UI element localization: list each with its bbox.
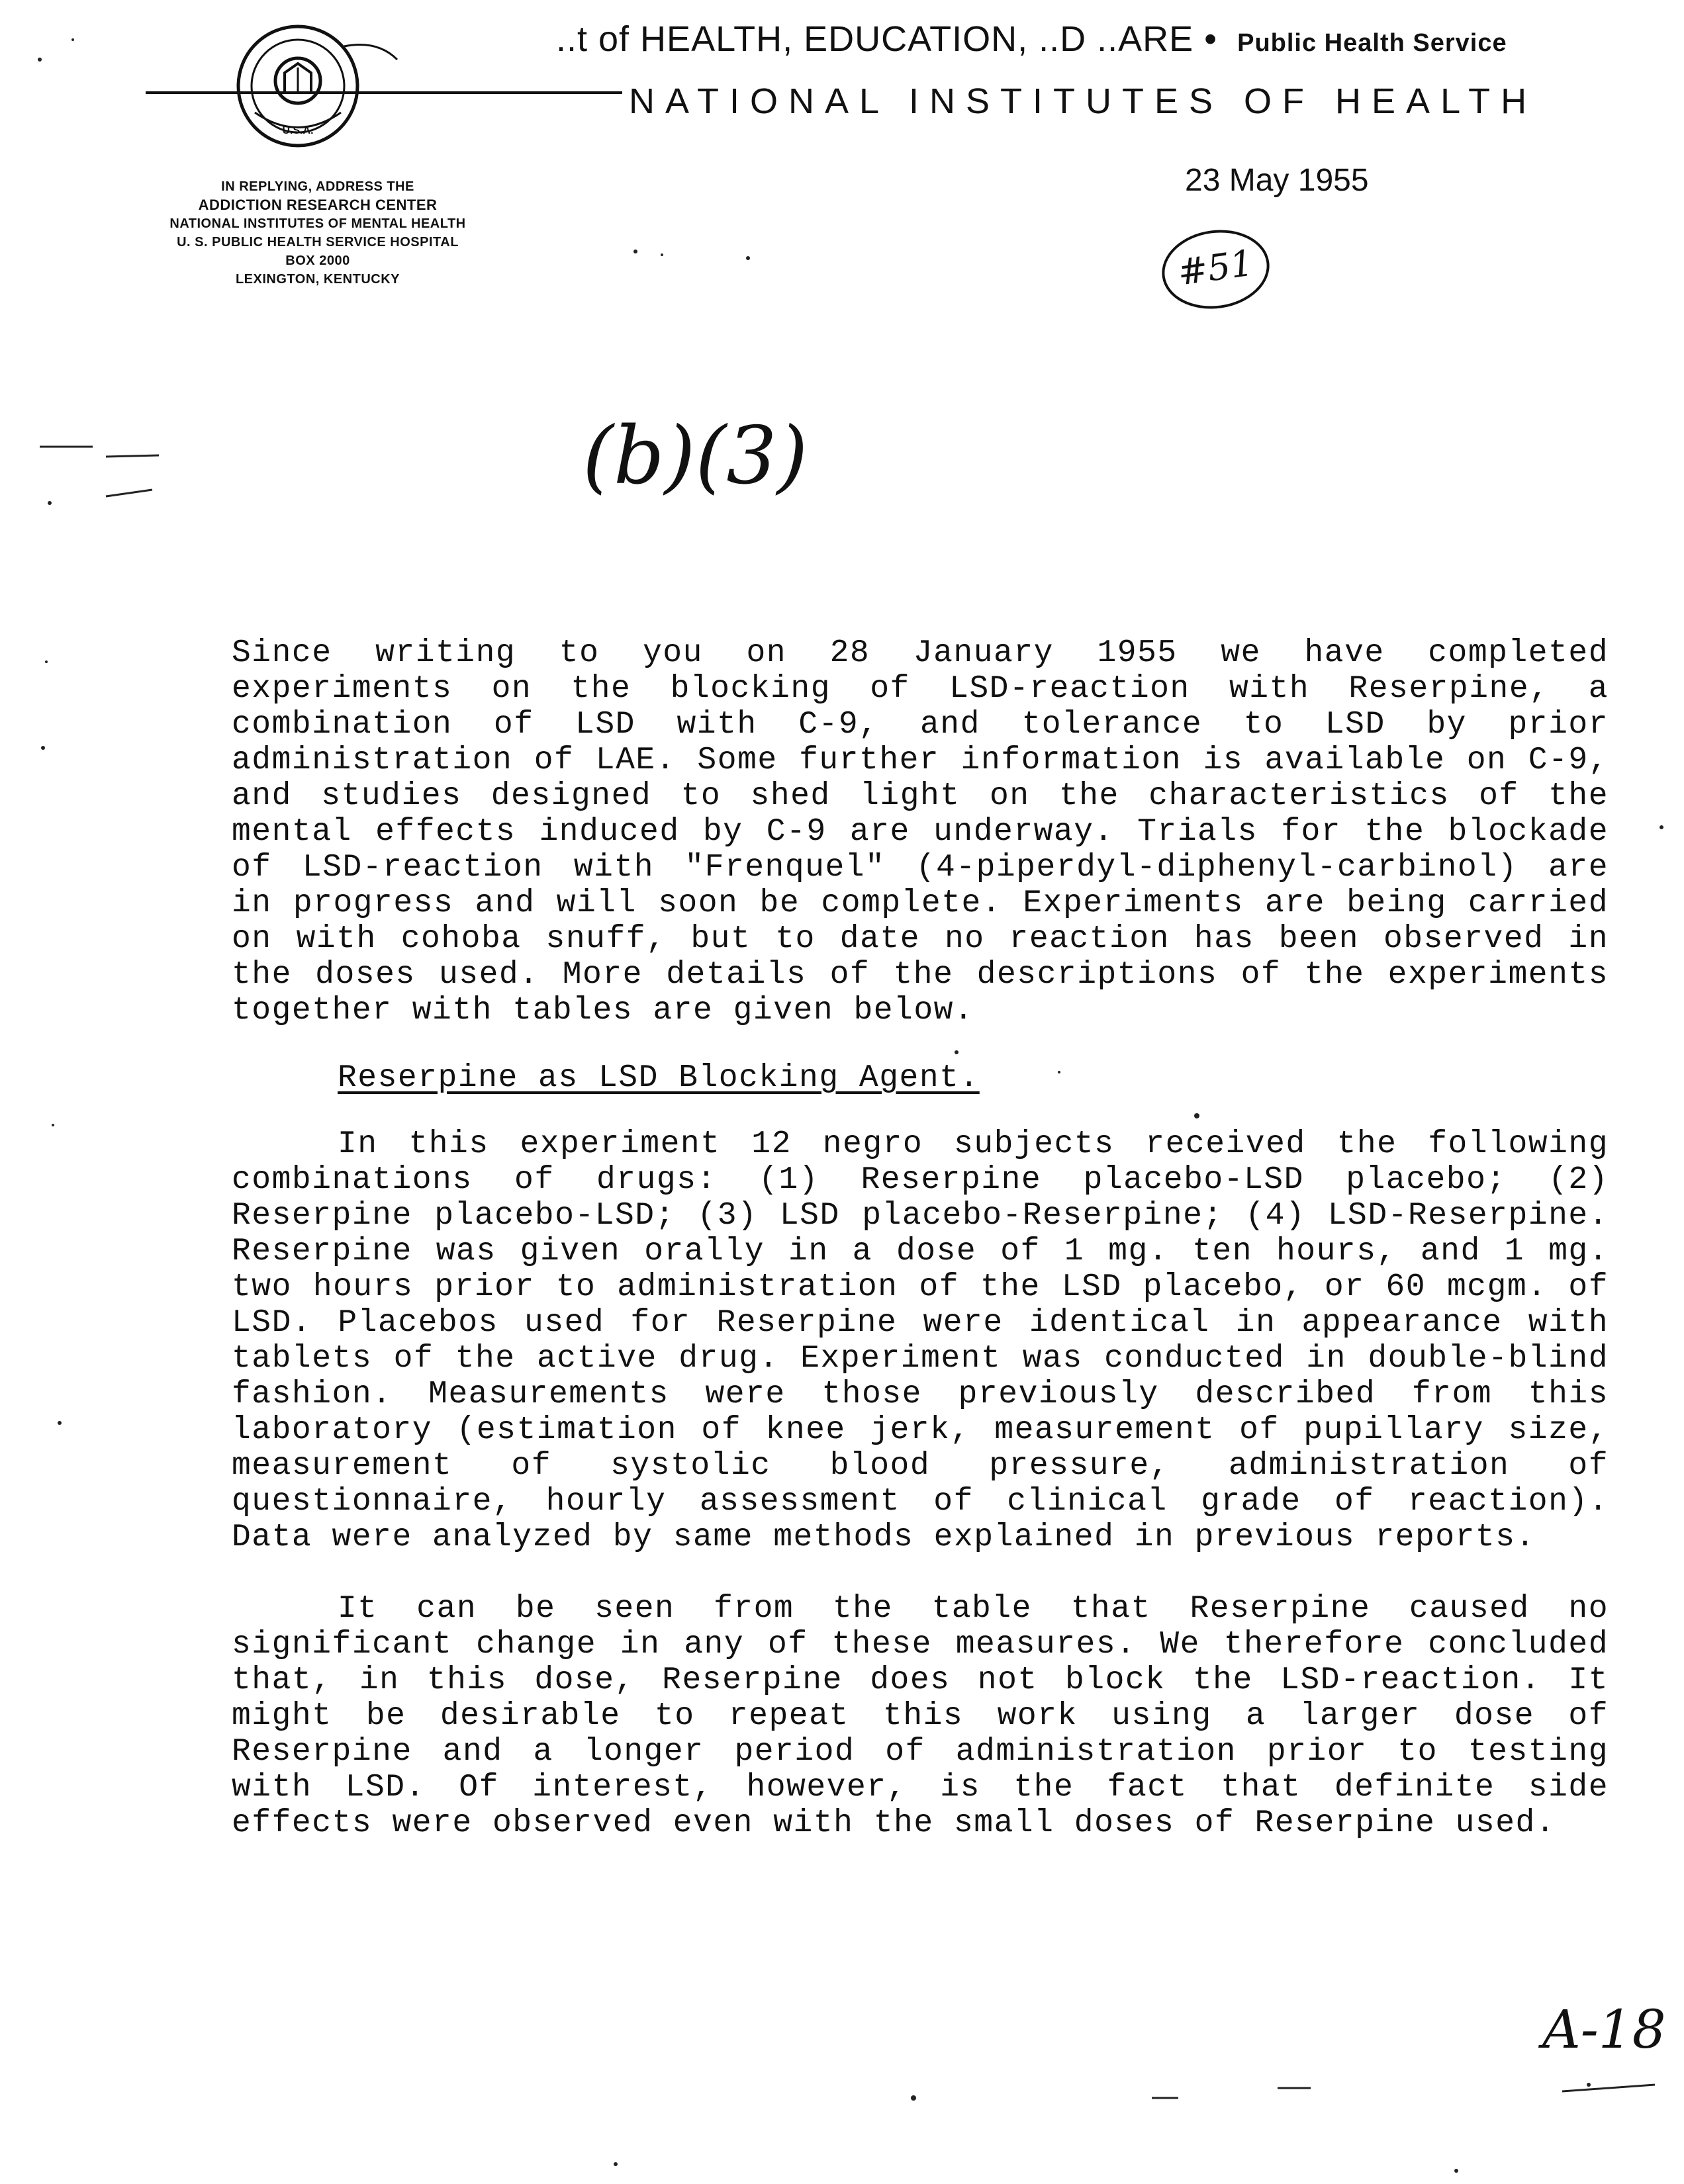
reply-line-4: U. S. PUBLIC HEALTH SERVICE HOSPITAL bbox=[177, 235, 459, 250]
reply-line-6: LEXINGTON, KENTUCKY bbox=[235, 272, 400, 287]
institute-name: NATIONAL INSTITUTES OF HEALTH bbox=[622, 81, 1661, 134]
reply-line-3: NATIONAL INSTITUTES OF MENTAL HEALTH bbox=[169, 216, 466, 231]
handwritten-exemption-mark: (b)(3) bbox=[583, 410, 808, 502]
section-heading: Reserpine as LSD Blocking Agent. bbox=[338, 1060, 980, 1096]
department-line: ..t of HEALTH, EDUCATION, ..D ..ARE bbox=[556, 19, 1194, 59]
handwritten-document-number: #51 bbox=[1157, 223, 1275, 316]
paragraph-experiment: In this experiment 12 negro subjects received the following combinations of drugs: (1) Reserpine placebo-LSD placebo; (2) Reserpine placebo-LSD; (3) LSD placebo-Reserpine; (4) LSD-Reserpine. Reserpine was given orally in a dose of 1 mg. ten hours, and 1 mg. two hours prior to administration of the LSD placebo, or 60 mcgm. of LSD. Placebos used for Reserpine were identical in appearance with tablets of the active drug. Experiment was conducted in double-blind fashion. Measurements were those previously described from this laboratory (estimation of knee jerk, measurement of pupillary size, measurement of systolic blood pressure, administration of questionnaire, hourly assessment of clinical grade of reaction). Data were analyzed by same methods explained in previous reports. bbox=[232, 1126, 1609, 1555]
paragraph-intro: Since writing to you on 28 January 1955 we have completed experiments on the blocking of LSD-reaction with Reserpine, a combination of LSD with C-9, and tolerance to LSD by prior administration of LAE. Some further information is available on C-9, and studies designed to shed light on the characteristics of the mental effects induced by C-9 are underway. Trials for the blockade of LSD-reaction with "Frenquel" (4-piperdyl-diphenyl-carbinol) are in progress and will soon be complete. Experiments are being carried on with cohoba snuff, but to date no reaction has been observed in the doses used. More details of the descriptions of the experiments together with tables are given below. bbox=[232, 635, 1609, 1028]
handwritten-page-mark: A-18 bbox=[1542, 1999, 1666, 2060]
letter-date: 23 May 1955 bbox=[1185, 163, 1369, 198]
seal-text: U.S.A. bbox=[282, 125, 314, 136]
service-name: Public Health Service bbox=[1237, 29, 1507, 57]
reply-line-5: BOX 2000 bbox=[285, 253, 350, 268]
paragraph-conclusion: It can be seen from the table that Reserpine caused no significant change in any of these measures. We therefore concluded that, in this dose, Reserpine does not block the LSD-reaction. It might be desirable to repeat this work using a larger dose of Reserpine and a longer period of administration prior to testing with LSD. Of interest, however, is the fact that definite side effects were observed even with the small doses of Reserpine used. bbox=[232, 1591, 1609, 1841]
reply-line-2: ADDICTION RESEARCH CENTER bbox=[198, 197, 438, 213]
department-header: ..t of HEALTH, EDUCATION, ..D ..ARE • Public Health Service bbox=[556, 19, 1507, 59]
reply-line-1: IN REPLYING, ADDRESS THE bbox=[221, 179, 414, 194]
